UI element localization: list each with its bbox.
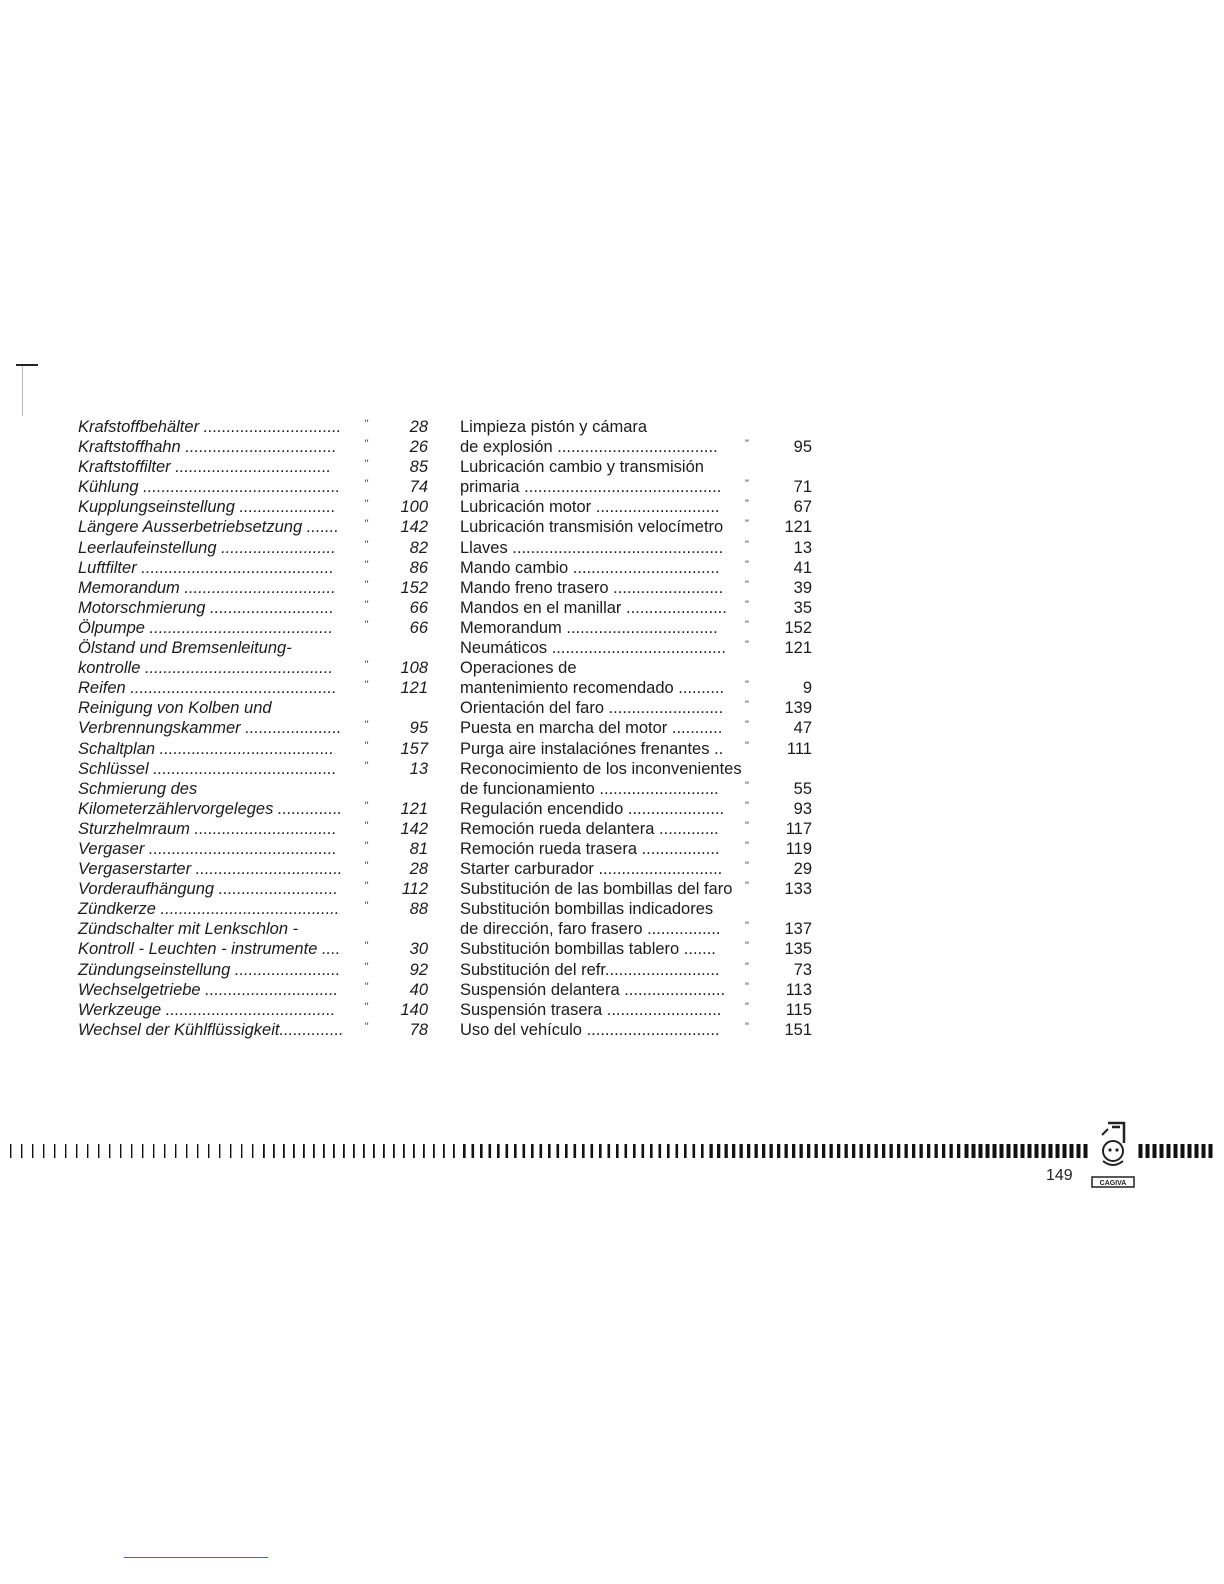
index-page-number: 88	[409, 900, 428, 919]
index-term: de explosión ...................................	[460, 438, 718, 457]
index-term: Reifen .............................................	[78, 679, 337, 698]
index-page-number: 13	[793, 538, 812, 557]
index-page-number: 92	[409, 960, 428, 979]
index-entry	[78, 658, 438, 678]
index-entry	[460, 497, 820, 517]
ditto-mark: "	[364, 880, 368, 893]
index-entry	[460, 739, 820, 759]
index-entry	[460, 980, 820, 1000]
ditto-mark: "	[745, 960, 749, 973]
index-term: Werkzeuge .....................................	[78, 1000, 336, 1019]
ditto-mark: "	[364, 719, 368, 732]
index-term: Substitución del refr.........................	[460, 960, 720, 979]
ditto-mark: "	[745, 598, 749, 611]
index-entry	[460, 538, 820, 558]
index-entry	[78, 779, 438, 799]
index-page-number: 82	[409, 538, 428, 557]
index-term: Zündschalter mit Lenkschlon -	[78, 920, 299, 939]
index-term: Purga aire instalaciónes frenantes ..	[460, 739, 724, 758]
index-page-number: 26	[409, 438, 428, 457]
index-term: Regulación encendido .....................	[460, 799, 725, 818]
index-entry	[460, 960, 820, 980]
index-entry	[460, 839, 820, 859]
page-tab-bar	[8, 1143, 1213, 1159]
index-page-number: 113	[785, 980, 812, 999]
index-entry	[460, 899, 820, 919]
index-entry	[460, 658, 820, 678]
index-entry	[78, 859, 438, 879]
ditto-mark: "	[745, 1020, 749, 1033]
index-term: de funcionamiento ..........................	[460, 779, 719, 798]
index-term: Starter carburador ...........................	[460, 860, 723, 879]
index-entry	[460, 437, 820, 457]
index-entry	[78, 739, 438, 759]
index-page-number: 28	[409, 418, 428, 436]
index-entry	[78, 718, 438, 738]
ditto-mark: "	[364, 980, 368, 993]
index-entry	[460, 558, 820, 578]
ditto-mark: "	[364, 860, 368, 873]
index-page-number: 139	[784, 699, 812, 718]
index-page-number: 66	[409, 618, 428, 637]
index-page-number: 81	[409, 839, 428, 858]
index-term: Vorderaufhängung ..........................	[78, 880, 338, 899]
index-entry	[460, 819, 820, 839]
index-entry	[78, 618, 438, 638]
ditto-mark: "	[364, 940, 368, 953]
ditto-mark: "	[364, 659, 368, 672]
index-entry	[78, 598, 438, 618]
ditto-mark: "	[364, 598, 368, 611]
index-term: Vergaser .........................................	[78, 839, 337, 858]
index-page-number: 142	[400, 819, 428, 838]
index-page-number: 40	[409, 980, 428, 999]
index-page-number: 151	[784, 1020, 812, 1039]
index-term: Suspensión trasera .........................	[460, 1000, 722, 1019]
index-term: Schmierung des	[78, 779, 198, 798]
index-term: Suspensión delantera ......................	[460, 980, 726, 999]
index-page-number: 117	[785, 819, 812, 838]
index-page-number: 47	[793, 719, 812, 738]
index-page-number: 111	[786, 739, 812, 758]
index-term: Motorschmierung ...........................	[78, 598, 334, 617]
index-term: Memorandum .................................	[460, 618, 718, 637]
index-entry	[460, 799, 820, 819]
index-column-german	[78, 417, 438, 1040]
index-page-number: 30	[409, 940, 428, 959]
index-entry	[460, 618, 820, 638]
index-page-number: 55	[793, 779, 812, 798]
index-page-number: 66	[409, 598, 428, 617]
index-term: Wechselgetriebe .............................	[78, 980, 339, 999]
ditto-mark: "	[745, 639, 749, 652]
page-number: 149	[1046, 1167, 1073, 1184]
ditto-mark: "	[364, 578, 368, 591]
index-entry	[460, 859, 820, 879]
index-page-number: 93	[793, 799, 812, 818]
index-term: Kupplungseinstellung .....................	[78, 498, 336, 517]
ditto-mark: "	[745, 578, 749, 591]
index-term: Kraftstoffilter ..................................	[78, 458, 332, 477]
ditto-mark: "	[364, 478, 368, 491]
ditto-mark: "	[745, 980, 749, 993]
index-term: Substitución bombillas tablero .......	[460, 940, 716, 959]
ditto-mark: "	[745, 679, 749, 692]
index-page-number: 41	[793, 558, 812, 577]
ditto-mark: "	[745, 558, 749, 571]
index-entry	[78, 899, 438, 919]
index-term: Leerlaufeinstellung .........................	[78, 538, 336, 557]
index-entry	[460, 879, 820, 899]
index-page-number: 74	[409, 478, 428, 497]
index-page-number: 108	[400, 659, 428, 678]
index-page-number: 133	[784, 880, 812, 899]
index-term: Mando freno trasero ........................	[460, 578, 724, 597]
index-entry	[78, 558, 438, 578]
ditto-mark: "	[364, 839, 368, 852]
index-term: Mando cambio ................................	[460, 558, 720, 577]
index-page-number: 28	[409, 860, 428, 879]
index-term: Kühlung ...........................................	[78, 478, 341, 497]
index-term: kontrolle .........................................	[78, 659, 333, 678]
index-entry	[460, 578, 820, 598]
index-page-number: 157	[400, 739, 428, 758]
index-entry	[78, 477, 438, 497]
index-page-number: 115	[785, 1000, 812, 1019]
svg-text:CAGIVA: CAGIVA	[1099, 1180, 1127, 1187]
ditto-mark: "	[745, 719, 749, 732]
index-page-number: 29	[793, 860, 812, 879]
index-entry	[78, 638, 438, 658]
cagiva-mascot-logo-icon	[1090, 1121, 1136, 1189]
index-page-number: 137	[784, 920, 812, 939]
ditto-mark: "	[364, 960, 368, 973]
index-column-spanish	[460, 417, 820, 1040]
index-entry	[78, 939, 438, 959]
index-entry	[78, 960, 438, 980]
ditto-mark: "	[364, 739, 368, 752]
ditto-mark: "	[364, 679, 368, 692]
index-entry	[460, 477, 820, 497]
ditto-mark: "	[745, 438, 749, 451]
index-term: Lubricación motor ...........................	[460, 498, 720, 517]
index-term: Schlüssel ........................................	[78, 759, 337, 778]
index-term: Wechsel der Kühlflüssigkeit..............	[78, 1020, 344, 1039]
index-entry	[78, 457, 438, 477]
index-term: mantenimiento recomendado ..........	[460, 679, 725, 698]
index-entry	[78, 1000, 438, 1020]
index-page-number: 140	[400, 1000, 428, 1019]
index-term: Mandos en el manillar ......................	[460, 598, 727, 617]
index-page-number: 35	[793, 598, 812, 617]
index-term: Substitución bombillas indicadores	[460, 900, 714, 919]
ditto-mark: "	[745, 920, 749, 933]
index-entry	[460, 638, 820, 658]
index-term: Sturzhelmraum ...............................	[78, 819, 337, 838]
ditto-mark: "	[745, 498, 749, 511]
ditto-mark: "	[745, 779, 749, 792]
index-entry	[78, 417, 438, 437]
index-entry	[78, 578, 438, 598]
footer-rule	[124, 1557, 268, 1558]
index-term: Kilometerzählervorgeleges ..............	[78, 799, 343, 818]
index-term: Lubricación transmisión velocímetro	[460, 518, 724, 537]
ditto-mark: "	[745, 940, 749, 953]
index-entry	[460, 517, 820, 537]
index-term: de dirección, faro frasero ................	[460, 920, 721, 939]
index-page-number: 121	[400, 799, 428, 818]
index-page-number: 73	[793, 960, 812, 979]
index-entry	[78, 517, 438, 537]
index-term: Substitución de las bombillas del faro	[460, 880, 733, 899]
index-entry	[78, 799, 438, 819]
index-entry	[460, 598, 820, 618]
index-page-number: 9	[802, 679, 812, 698]
ditto-mark: "	[364, 458, 368, 471]
index-term: Luftfilter ..........................................	[78, 558, 334, 577]
index-entry	[78, 437, 438, 457]
index-entry	[460, 759, 820, 779]
ditto-mark: "	[745, 799, 749, 812]
ditto-mark: "	[364, 518, 368, 531]
ditto-mark: "	[364, 1000, 368, 1013]
index-entry	[460, 718, 820, 738]
index-entry	[460, 779, 820, 799]
index-page-number: 142	[400, 518, 428, 537]
index-page-number: 119	[785, 839, 812, 858]
ditto-mark: "	[364, 558, 368, 571]
index-page-number: 13	[409, 759, 428, 778]
index-term: Kontroll - Leuchten - instrumente ....	[78, 940, 341, 959]
index-term: Zündungseinstellung .......................	[78, 960, 341, 979]
ditto-mark: "	[364, 819, 368, 832]
index-page-number: 100	[400, 498, 428, 517]
index-entry	[78, 819, 438, 839]
index-entry	[460, 457, 820, 477]
index-page-number: 67	[793, 498, 812, 517]
index-term: Ölpumpe ........................................	[78, 618, 333, 637]
index-entry	[460, 678, 820, 698]
index-entry	[460, 939, 820, 959]
index-entry	[460, 1020, 820, 1040]
index-entry	[78, 1020, 438, 1040]
ditto-mark: "	[745, 478, 749, 491]
index-page-number: 152	[784, 618, 812, 637]
index-entry	[78, 698, 438, 718]
ditto-mark: "	[364, 1020, 368, 1033]
index-entry	[78, 759, 438, 779]
index-term: Remoción rueda delantera .............	[460, 819, 719, 838]
crop-mark	[10, 357, 38, 417]
ditto-mark: "	[364, 418, 368, 430]
index-page-number: 95	[409, 719, 428, 738]
index-page-number: 86	[409, 558, 428, 577]
ditto-mark: "	[745, 839, 749, 852]
index-term: Uso del vehículo .............................	[460, 1020, 720, 1039]
ditto-mark: "	[745, 538, 749, 551]
index-entry	[78, 497, 438, 517]
ditto-mark: "	[364, 538, 368, 551]
index-term: Schaltplan ......................................	[78, 739, 334, 758]
index-entry	[460, 1000, 820, 1020]
ditto-mark: "	[745, 860, 749, 873]
ditto-mark: "	[364, 498, 368, 511]
index-term: Vergaserstarter ................................	[78, 860, 343, 879]
index-entry	[460, 698, 820, 718]
index-page-number: 112	[401, 880, 428, 899]
index-term: Puesta en marcha del motor ...........	[460, 719, 723, 738]
index-page-number: 78	[409, 1020, 428, 1039]
ditto-mark: "	[745, 618, 749, 631]
ditto-mark: "	[745, 518, 749, 531]
index-entry	[78, 919, 438, 939]
index-entry	[78, 879, 438, 899]
index-term: Ölstand und Bremsenleitung-	[78, 639, 292, 658]
index-page-number: 121	[400, 679, 428, 698]
index-term: Remoción rueda trasera .................	[460, 839, 720, 858]
index-entry	[460, 417, 820, 437]
ditto-mark: "	[745, 699, 749, 712]
index-term: Zündkerze .......................................	[78, 900, 340, 919]
index-term: Limpieza pistón y cámara	[460, 418, 648, 436]
index-entry	[460, 919, 820, 939]
index-term: Llaves ..............................................	[460, 538, 724, 557]
ditto-mark: "	[745, 739, 749, 752]
index-term: Operaciones de	[460, 659, 577, 678]
ditto-mark: "	[364, 759, 368, 772]
ditto-mark: "	[364, 799, 368, 812]
ditto-mark: "	[745, 1000, 749, 1013]
index-term: Reinigung von Kolben und	[78, 699, 272, 718]
index-page-number: 121	[784, 639, 812, 658]
index-term: Längere Ausserbetriebsetzung .......	[78, 518, 339, 537]
index-term: primaria ...........................................	[460, 478, 722, 497]
index-page-number: 152	[400, 578, 428, 597]
index-entry	[78, 538, 438, 558]
index-entry	[78, 678, 438, 698]
ditto-mark: "	[364, 438, 368, 451]
ditto-mark: "	[745, 880, 749, 893]
index-entry	[78, 980, 438, 1000]
index-page-number: 135	[784, 940, 812, 959]
index-entry	[78, 839, 438, 859]
index-page-number: 95	[793, 438, 812, 457]
index-term: Reconocimiento de los inconvenientes	[460, 759, 742, 778]
ditto-mark: "	[745, 819, 749, 832]
index-page-number: 71	[793, 478, 812, 497]
ditto-mark: "	[364, 618, 368, 631]
index-term: Lubricación cambio y transmisión	[460, 458, 704, 477]
index-term: Krafstoffbehälter ..............................	[78, 418, 342, 436]
index-term: Neumáticos ......................................	[460, 639, 726, 658]
index-page-number: 39	[793, 578, 812, 597]
index-term: Memorandum .................................	[78, 578, 336, 597]
ditto-mark: "	[364, 900, 368, 913]
index-term: Kraftstoffhahn .................................	[78, 438, 337, 457]
index-term: Orientación del faro .........................	[460, 699, 724, 718]
index-page-number: 85	[409, 458, 428, 477]
index-page-number: 121	[784, 518, 812, 537]
index-term: Verbrennungskammer .....................	[78, 719, 342, 738]
